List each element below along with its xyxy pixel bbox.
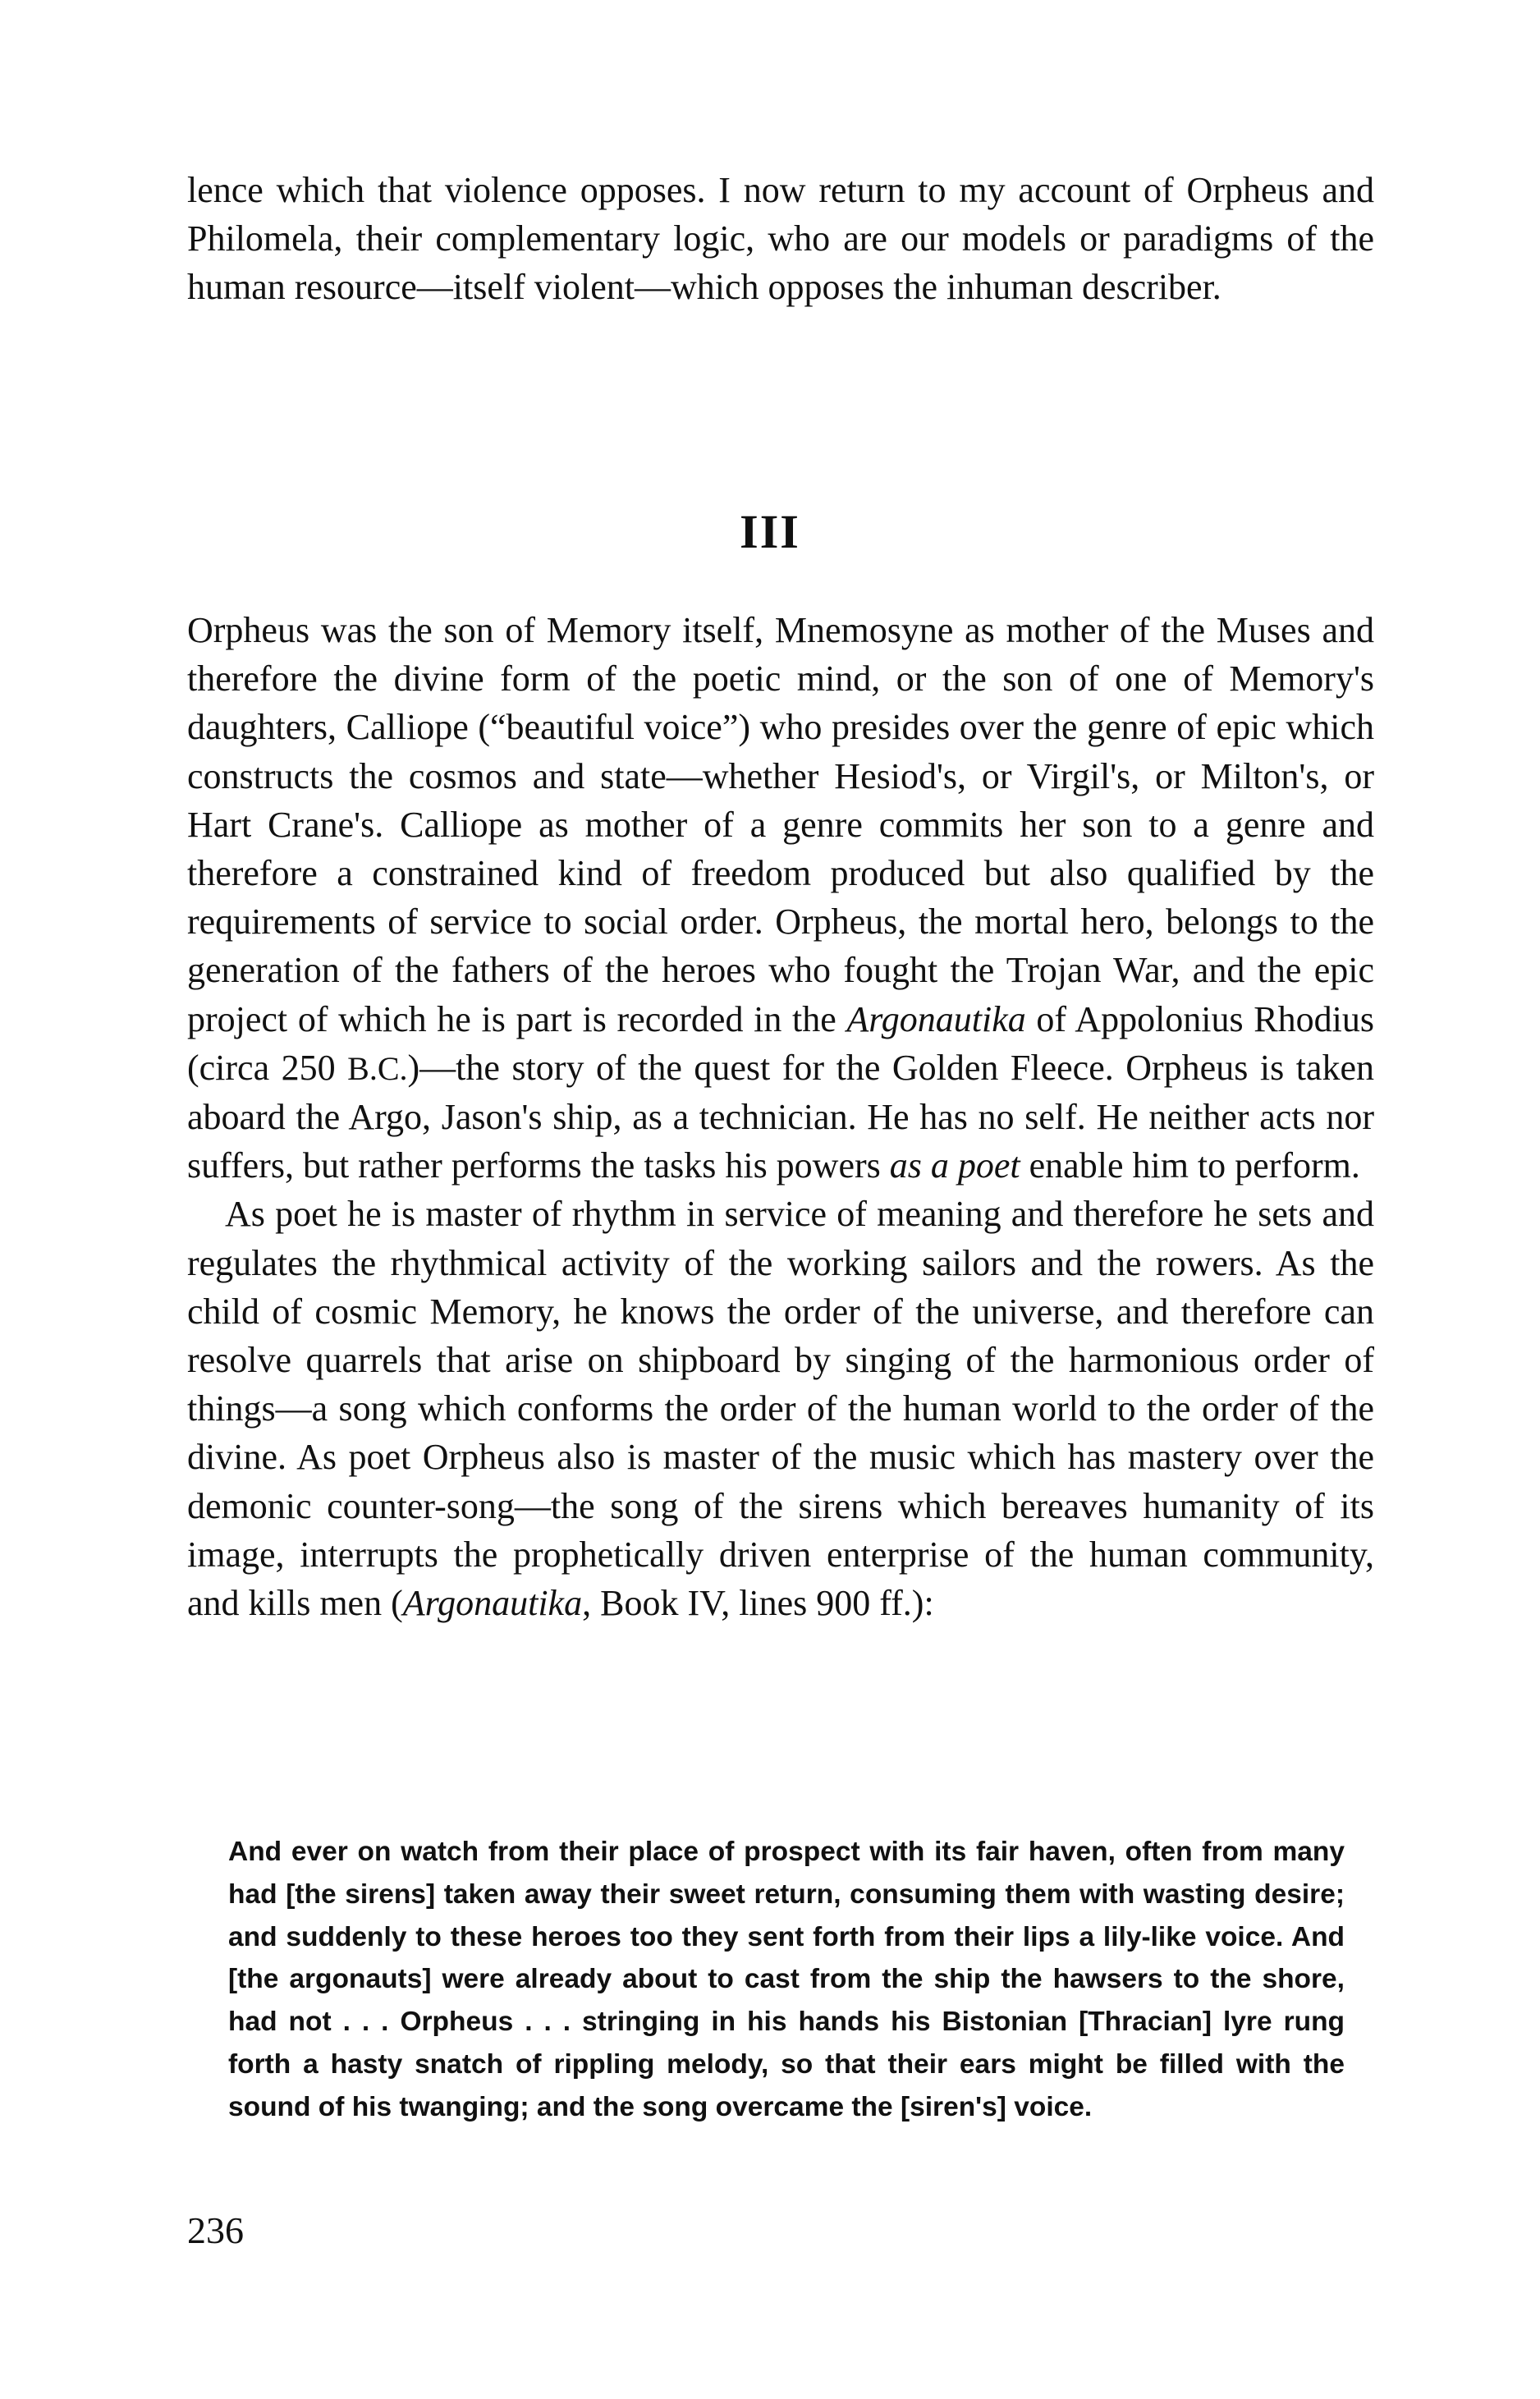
paragraph-1-text: Orpheus was the son of Memory itself, Mnemosyne as mother of the Muses and therefore the divine form of the poetic mind, or the son of one of Memory's daughters, Calliope (“beautiful voice”) who presides over the genre of epic which constructs the cosmos and state—whether Hesiod's, or Virgil's, or Milton's, or Hart Crane's. Calliope as mother of a genre commits her son to a genre and therefore a constrained kind of freedom produced but also qualified by the requirements of service to social order. Orpheus, the mortal hero, belongs to the generation of the fathers of the heroes who fought the Trojan War, and the epic project of which he is part is recorded in the bbox=[187, 610, 1374, 1039]
body-text bbox=[187, 606, 1374, 1627]
page-number: 236 bbox=[187, 2209, 244, 2251]
paragraph-1-text: of Appolonius Rhodius (circa 250 bbox=[187, 998, 1374, 1088]
block-quote bbox=[228, 1831, 1345, 2129]
argonautika-title: Argonautika bbox=[402, 1583, 583, 1624]
block-quote-text: And ever on watch from their place of prospect with its fair haven, often from many had [the sirens] taken away their sweet return, consuming them with wasting desire; and suddenly to these heroes too they sent forth from their lips a lily-like voice. And [the argonauts] were already about to cast from the ship the hawsers to the shore, had not . . . Orpheus . . . stringing in his hands his Bistonian [Thracian] lyre rung forth a hasty snatch of rippling melody, so that their ears might be filled with the sound of his twanging; and the song overcame the [siren's] voice. bbox=[228, 1837, 1345, 2122]
paragraph-2 bbox=[187, 1190, 1374, 1627]
opening-paragraph-text: lence which that violence opposes. I now return to my account of Orpheus and Philomela, their complementary logic, who are our models or paradigms of the human resource—itself violent—which opposes the inhuman describer. bbox=[187, 170, 1374, 307]
paragraph-1 bbox=[187, 606, 1374, 1190]
paragraph-1-text: enable him to perform. bbox=[1020, 1145, 1360, 1186]
paragraph-1-text: )—the story of the quest for the Golden Fleece. Orpheus is taken aboard the Argo, Jason's ship, as a technician. He has no self. He neither acts nor suffers, but rather performs the tasks his powers bbox=[187, 1047, 1374, 1186]
section-heading: III bbox=[740, 505, 800, 558]
italic-phrase: as a poet bbox=[889, 1145, 1020, 1186]
opening-paragraph bbox=[187, 166, 1374, 311]
paragraph-2-text: , Book IV, lines 900 ff.): bbox=[582, 1583, 934, 1624]
paragraph-2-text: As poet he is master of rhythm in service of meaning and therefore he sets and regulates the rhythmical activity of the working sailors and the rowers. As the child of cosmic Memory, he knows the order of the universe, and therefore can resolve quarrels that arise on shipboard by singing of the harmonious order of things—a song which conforms the order of the human world to the order of the divine. As poet Orpheus also is master of the music which has mastery over the demonic counter-song—the song of the sirens which bereaves humanity of its image, interrupts the prophetically driven enterprise of the human community, and kills men ( bbox=[187, 1194, 1374, 1624]
era-abbreviation: B.C. bbox=[347, 1049, 408, 1087]
argonautika-title: Argonautika bbox=[846, 998, 1026, 1039]
